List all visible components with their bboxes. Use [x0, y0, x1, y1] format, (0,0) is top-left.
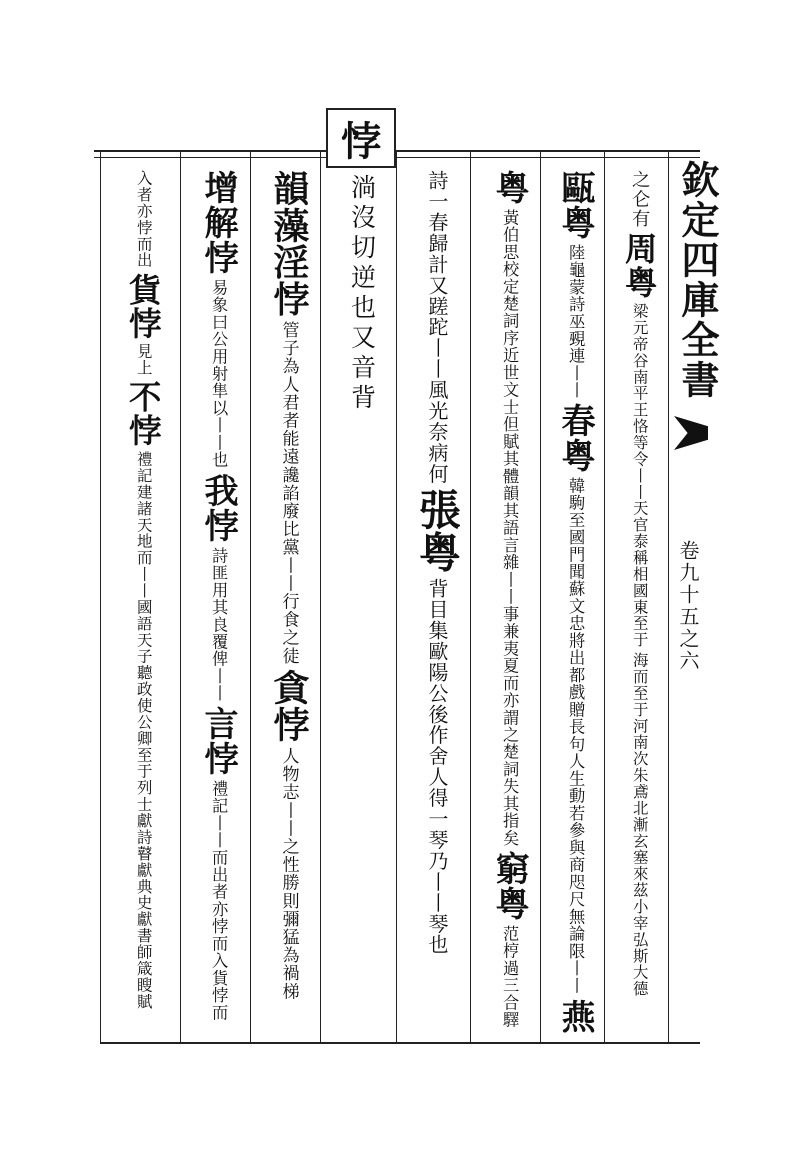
commentary-text: 見上: [134, 343, 153, 377]
text-column-1: [612, 168, 666, 999]
headword-entry: 韻藻淫悖: [267, 170, 310, 318]
headword-entry: 我悖: [198, 472, 239, 543]
commentary-text: 人物志丨丨之性勝則彌猛為禍梯: [278, 746, 299, 1001]
text-column-4: [405, 168, 467, 957]
text-column-5: [332, 172, 392, 416]
headword-entry: 春粤: [555, 403, 596, 474]
commentary-text: 海而至于河南次朱鳶北漸玄塞來茲小宰弘斯大德: [630, 651, 649, 997]
headword-entry: 甌粤: [555, 170, 596, 241]
headword-entry: 增解悖: [198, 170, 239, 276]
commentary-text: 黃伯思校定楚詞序近世文士但賦其體韻其語言雜丨丨事兼夷夏而亦謂之楚詞失其指矣: [500, 209, 520, 847]
column-divider: [396, 150, 397, 1042]
commentary-text: 韓駒至國門聞蘇文忠將出都戲贈長句人生動若參與商咫尺無論限丨丨: [566, 477, 586, 995]
headword-entry: 張粤: [411, 488, 461, 574]
commentary-text: 陸龜蒙詩巫覡連丨丨: [566, 244, 586, 400]
bottom-border-rule: [100, 1042, 700, 1044]
column-divider: [470, 150, 471, 1042]
commentary-text: 禮記建諸天地而丨丨國語天子聽政使公卿至于列士獻詩瞽獻典史獻書師箴瞍賦: [134, 450, 153, 1010]
headword-entry: 言悖: [198, 706, 239, 777]
fishtail-mark-icon: [674, 416, 708, 450]
margin-volume-label: 卷九十五之六: [676, 540, 700, 672]
column-divider: [540, 150, 541, 1042]
column-divider: [668, 150, 669, 1042]
headword-entry: 燕: [555, 998, 596, 1034]
headword-entry: 粤: [489, 170, 530, 206]
column-divider: [100, 150, 101, 1042]
text-column-8: [108, 168, 178, 1011]
headword-entry: 貨悖: [124, 272, 163, 340]
commentary-text: 詩一春歸計又蹉跎丨丨風光奈病何: [424, 170, 449, 485]
text-column-3: [480, 168, 538, 1030]
commentary-text: 易象曰公用射隼以丨丨也: [209, 279, 229, 469]
text-column-2: [548, 168, 602, 1036]
commentary-text: 詩匪用其良覆俾丨丨: [209, 546, 229, 703]
column-divider: [250, 150, 251, 1042]
top-border-rule-inner: [94, 157, 700, 158]
commentary-text: 背目集歐陽公後作舍人得一琴乃丨丨琴也: [424, 577, 449, 955]
headword-entry: 周粤: [620, 232, 659, 299]
commentary-text: 管子為人君者能遠讒諂廢比黨丨丨行食之徒: [278, 321, 299, 666]
top-border-rule: [94, 150, 700, 152]
headword-entry: 貪悖: [267, 669, 310, 743]
headword-entry: 不悖: [124, 380, 163, 447]
margin-book-title: 欽定四庫全書: [675, 160, 720, 400]
commentary-text: 禮記丨丨而出者亦悖而入貨悖而: [209, 780, 229, 1022]
text-segment: 之仑有: [629, 170, 651, 229]
commentary-text: 梁元帝谷南平王恪等令丨丨天官泰稱相國東至于: [630, 302, 649, 648]
commentary-text: 淌沒切逆也又音背: [347, 174, 377, 414]
commentary-text: 范梈過三合驛: [500, 925, 520, 1029]
column-divider: [320, 150, 321, 1042]
headword-box: 悖: [326, 108, 396, 168]
text-column-7: [188, 168, 248, 1024]
text-column-6: [258, 168, 318, 1002]
headword-entry: 窮粤: [489, 850, 530, 922]
column-divider: [604, 150, 605, 1042]
column-divider: [180, 150, 181, 1042]
commentary-text: 入者亦悖而出: [134, 170, 153, 269]
